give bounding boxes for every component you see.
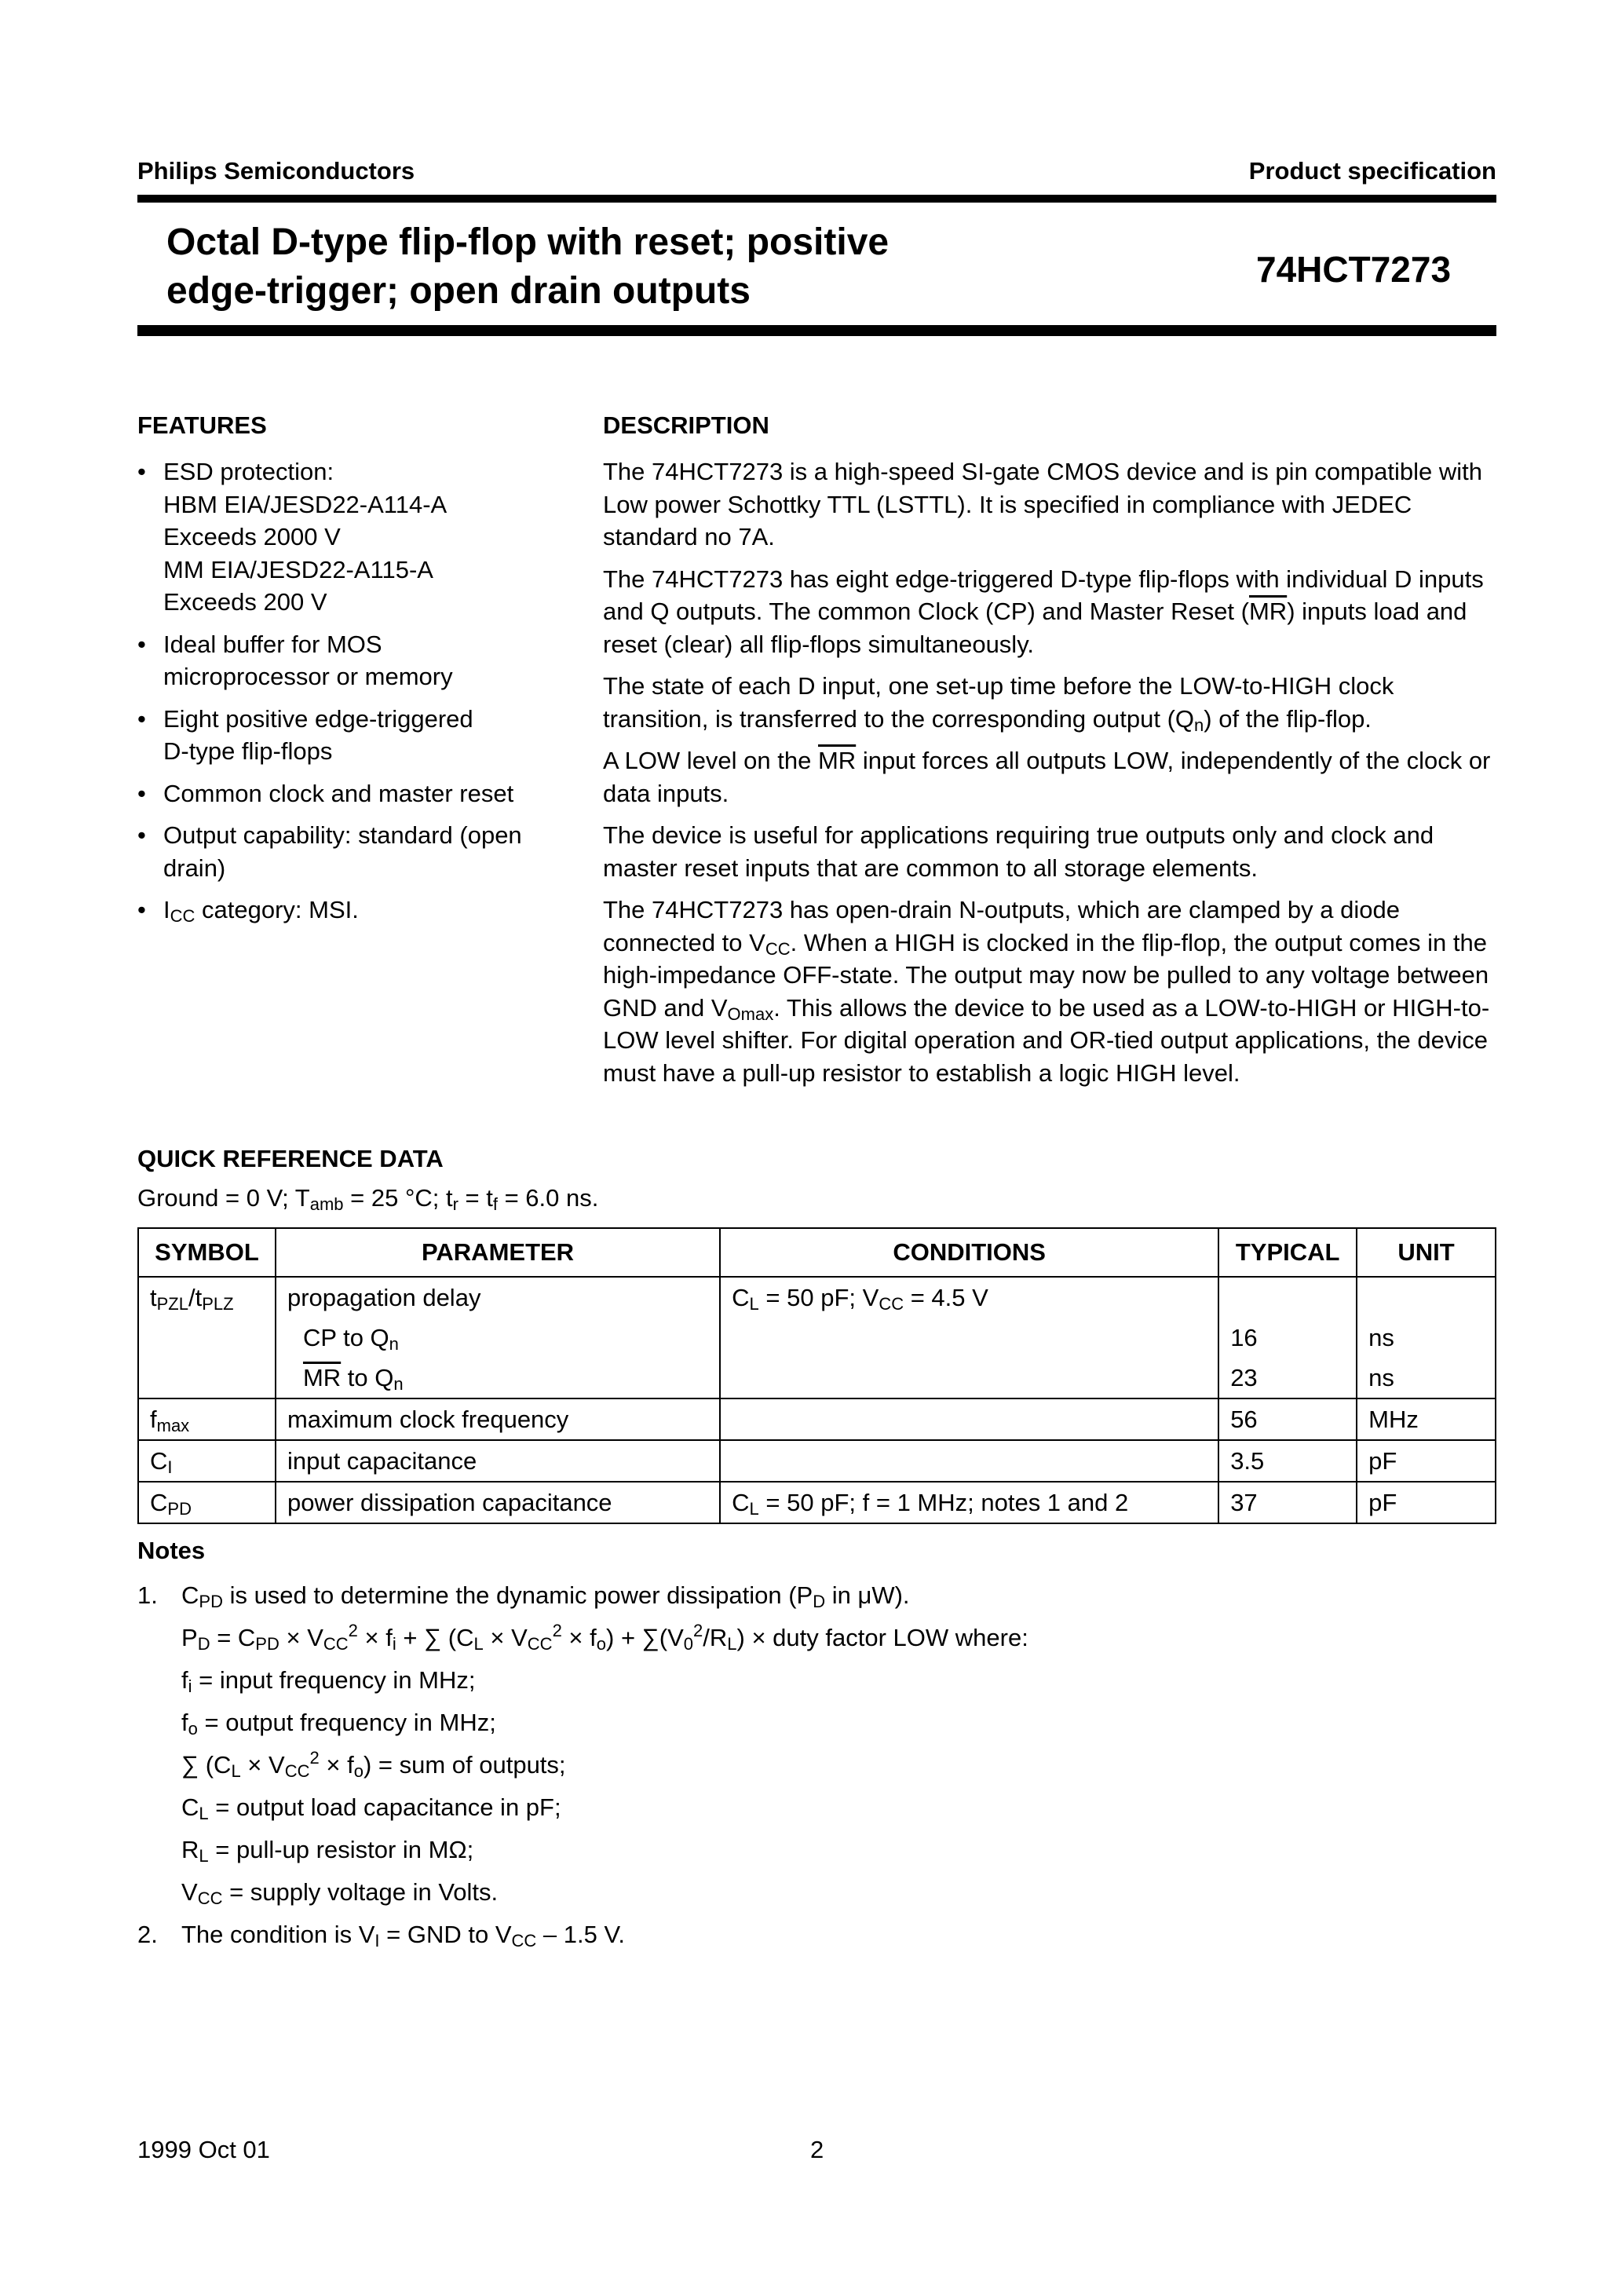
feature-item: • ESD protection: HBM EIA/JESD22-A114-A Exceeds 2000 V MM EIA/JESD22-A115-A Exceeds 200 V (137, 458, 448, 616)
feature-item: • Ideal buffer for MOS microprocessor or memory (137, 630, 453, 690)
features-section (137, 411, 561, 936)
cell-typical (1218, 1277, 1357, 1318)
cell-parameter: propagation delay (276, 1277, 720, 1318)
cell-symbol: $C_{PD}$ (138, 1482, 276, 1523)
cell-typical: 37 (1218, 1482, 1357, 1523)
cell-parameter: CP to $Q_n$ (276, 1318, 720, 1358)
table-row (138, 1398, 1496, 1440)
title-line-2: edge-trigger; open drain outputs (166, 270, 751, 312)
table-row (138, 1482, 1496, 1523)
cell-typical: 3.5 (1218, 1440, 1357, 1482)
feature-item: • $I_{CC}$ category: MSI. (137, 896, 359, 926)
col-symbol: SYMBOL (138, 1228, 276, 1277)
cell-conditions: $C_L = 50$ pF; f = 1 MHz; notes 1 and 2 (720, 1482, 1218, 1523)
cell-typical: 16 (1218, 1318, 1357, 1358)
part-number: 74HCT7273 (1256, 249, 1452, 290)
col-conditions: CONDITIONS (720, 1228, 1218, 1277)
features-heading: FEATURES (137, 411, 267, 439)
cell-conditions (720, 1440, 1218, 1482)
title-rule (137, 325, 1496, 336)
description-section (603, 411, 1498, 1099)
cell-unit: pF (1357, 1482, 1496, 1523)
cell-parameter: power dissipation capacitance (276, 1482, 720, 1523)
feature-item: • Output capability: standard (open drain) (137, 821, 522, 882)
page-title (166, 218, 1014, 316)
cell-conditions (720, 1318, 1218, 1358)
note-definition: $V_{CC}$ = supply voltage in Volts. (181, 1878, 499, 1908)
cell-unit: ns (1357, 1318, 1496, 1358)
cell-symbol (138, 1318, 276, 1358)
cell-unit: pF (1357, 1440, 1496, 1482)
note-definition: $C_L$ = output load capacitance in pF; (181, 1793, 561, 1823)
cell-parameter: maximum clock frequency (276, 1398, 720, 1440)
cell-symbol: $C_I$ (138, 1440, 276, 1482)
footer-date: 1999 Oct 01 (137, 2136, 270, 2163)
cell-unit: MHz (1357, 1398, 1496, 1440)
header-company: Philips Semiconductors (137, 157, 415, 185)
cell-unit: ns (1357, 1358, 1496, 1398)
table-row (138, 1358, 1496, 1398)
cell-parameter: input capacitance (276, 1440, 720, 1482)
note-1: 1. $C_{PD}$ is used to determine the dynamic power dissipation ($P_D$ in μW). (137, 1581, 910, 1611)
quick-ref-table (137, 1227, 1496, 1524)
table-row (138, 1277, 1496, 1318)
description-paragraph: The state of each D input, one set-up time before the LOW-to-HIGH clock transition, is transferred to the corresponding output $(Q_n)$ of the flip-flop. (603, 672, 1394, 735)
note-formula: $P_D = C_{PD} \times V_{CC}^2 \times f_i$ + ∑ $(C_L \times V_{CC}^2 \times f_o) + \sum(V_0^2/R_L)$ × duty factor LOW where: (181, 1621, 1028, 1654)
table-header-row (138, 1228, 1496, 1277)
note-definition: $R_L$ = pull-up resistor in MΩ; (181, 1836, 474, 1866)
description-heading: DESCRIPTION (603, 411, 769, 439)
note-2: 2. The condition is $V_I$ = GND to $V_{CC} - 1.5$ V. (137, 1921, 625, 1951)
description-paragraph: The 74HCT7273 is a high-speed SI-gate CMOS device and is pin compatible with Low power Schottky TTL (LSTTL). It is specified in compliance with JEDEC standard no 7A. (603, 458, 1483, 550)
cell-conditions (720, 1398, 1218, 1440)
header-doc-type: Product specification (1248, 157, 1496, 185)
col-unit: UNIT (1357, 1228, 1496, 1277)
page-number: 2 (810, 2136, 824, 2163)
description-paragraph: A LOW level on the $\overline{MR}$ input forces all outputs LOW, independently of the clock or data inputs. (603, 747, 1491, 807)
col-parameter: PARAMETER (276, 1228, 720, 1277)
description-paragraph: The 74HCT7273 has eight edge-triggered D-type flip-flops with individual D inputs and Q outputs. The common Clock (CP) and Master Reset $(\overline{MR})$ inputs load and reset (clear) all flip-flops simultaneously. (603, 565, 1484, 658)
note-definition: ∑ $(C_L \times V_{CC}^2 \times f_o)$ = sum of outputs; (181, 1748, 566, 1781)
description-paragraph: The 74HCT7273 has open-drain N-outputs, which are clamped by a diode connected to $V_{CC}$. When a HIGH is clocked in the flip-flop, the output comes in the high-impedance OFF-state. The output may now be pulled to any voltage between GND and $V_{Omax}$. This allows the device to be used as a LOW-to-HIGH or HIGH-to-LOW level shifter. For digital operation and OR-tied output applications, the device must have a pull-up resistor to establish a logic HIGH level. (603, 896, 1490, 1087)
features-list (137, 455, 561, 927)
quick-ref-conditions: Ground = 0 V; $T_{amb} = 25$ °C; $t_r = t_f = 6.0$ ns. (137, 1184, 599, 1214)
cell-symbol: $t_{PZL}/t_{PLZ}$ (138, 1277, 276, 1318)
feature-item: • Eight positive edge-triggered D-type flip-flops (137, 704, 473, 765)
notes-heading: Notes (137, 1537, 206, 1564)
description-paragraph: The device is useful for applications requiring true outputs only and clock and master reset inputs that are common to all storage elements. (603, 821, 1434, 882)
cell-parameter: $\overline{MR}$ to $Q_n$ (276, 1358, 720, 1398)
table-row (138, 1440, 1496, 1482)
cell-conditions (720, 1358, 1218, 1398)
cell-unit (1357, 1277, 1496, 1318)
note-definition: $f_i$ = input frequency in MHz; (181, 1666, 476, 1696)
col-typical: TYPICAL (1218, 1228, 1357, 1277)
notes-section (137, 1574, 1488, 1956)
cell-typical: 23 (1218, 1358, 1357, 1398)
cell-symbol (138, 1358, 276, 1398)
feature-item: • Common clock and master reset (137, 779, 514, 807)
quick-ref-heading: QUICK REFERENCE DATA (137, 1145, 444, 1172)
title-line-1: Octal D-type flip-flop with reset; positive (166, 221, 890, 263)
cell-symbol: $f_{max}$ (138, 1398, 276, 1440)
cell-typical: 56 (1218, 1398, 1357, 1440)
table-row (138, 1318, 1496, 1358)
cell-conditions: $C_L = 50$ pF; $V_{CC} = 4.5$ V (720, 1277, 1218, 1318)
header-rule (137, 195, 1496, 203)
note-definition: $f_o$ = output frequency in MHz; (181, 1709, 496, 1738)
